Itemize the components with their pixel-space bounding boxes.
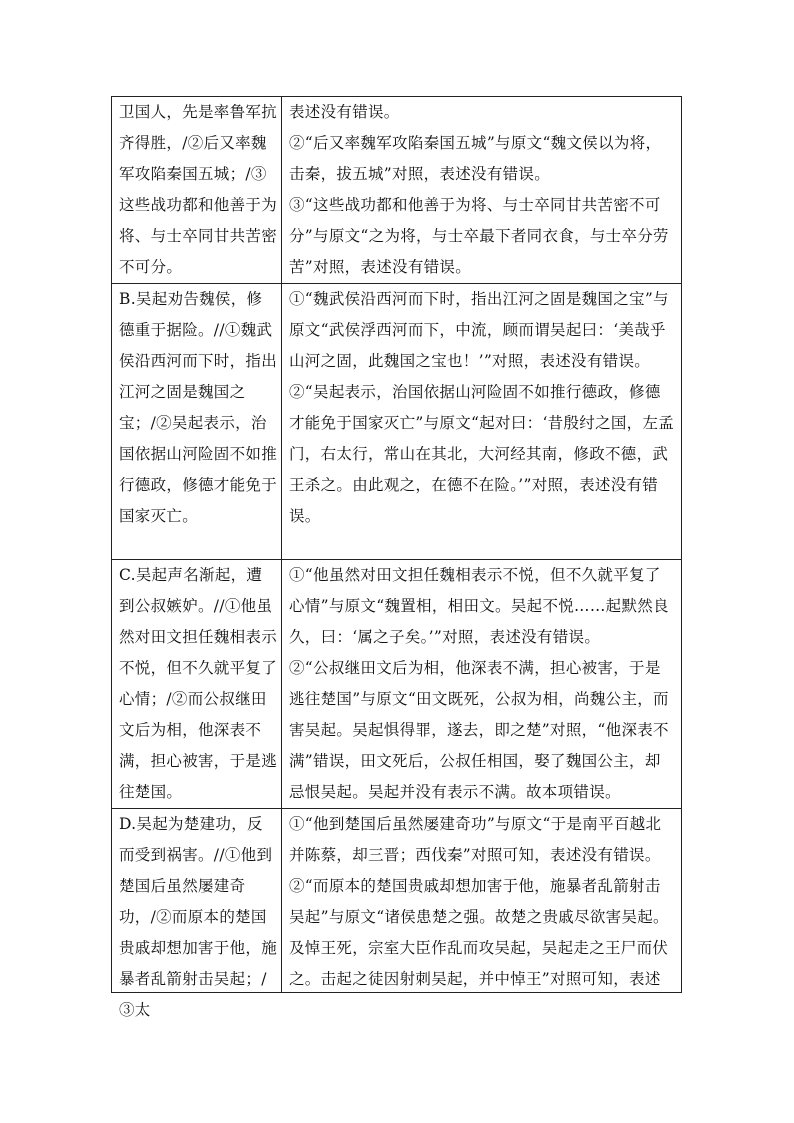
table-row — [112, 97, 682, 284]
option-text: D.吴起为楚建功，反而受到祸害。//①他到楚国后虽然屡建奇功，/②而原本的楚国贵戚却想加害于他，施暴者乱箭射击吴起；/③太 — [119, 815, 278, 1019]
analysis-cell — [282, 97, 682, 284]
analysis-paragraph: ①“他到楚国后虽然屡建奇功”与原文“于是南平百越北并陈蔡，却三晋；西伐秦”对照可知，表述没有错误。 — [289, 815, 662, 864]
analysis-paragraph: ①“魏武侯沿西河而下时，指出江河之固是魏国之宝”与原文“武侯浮西河而下，中流，顾而谓吴起曰：‘美哉乎山河之固，此魏国之宝也！’”对照，表述没有错误。 — [289, 290, 669, 370]
option-text: B.吴起劝告魏侯，修德重于据险。//①魏武侯沿西河而下时，指出江河之固是魏国之宝；/②吴起表示，治国依据山河险固不如推行德政，修德才能免于国家灭亡。 — [119, 290, 278, 525]
table-row — [112, 284, 682, 560]
analysis-paragraph: ③“这些战功都和他善于为将、与士卒同甘共苦密不可分”与原文“之为将，与士卒最下者同衣食，与士卒分劳苦”对照，表述没有错误。 — [289, 196, 669, 276]
analysis-cell — [282, 284, 682, 560]
analysis-table — [111, 96, 682, 1019]
analysis-paragraph: 表述没有错误。 — [289, 103, 400, 121]
analysis-cell — [282, 809, 682, 993]
analysis-cell — [282, 560, 682, 809]
table-row — [112, 809, 682, 993]
analysis-paragraph: ②“吴起表示，治国依据山河险固不如推行德政，修德才能免于国家灭亡”与原文“起对曰：‘昔殷纣之国，左孟门，右太行，常山在其北，大河经其南，修政不德，武王杀之。由此观之，在德不在险。’”对照，表述没有错误。 — [289, 383, 675, 525]
option-text: C.吴起声名渐起，遭到公叔嫉妒。//①他虽然对田文担任魏相表示不悦，但不久就平复了心情；/②而公叔继田文后为相，他深表不满，担心被害，于是逃往楚国。 — [119, 566, 278, 801]
table-row — [112, 560, 682, 809]
analysis-paragraph: ②“后又率魏军攻陷秦国五城”与原文“魏文侯以为将，击秦，拔五城”对照，表述没有错误。 — [289, 134, 662, 183]
option-cell — [112, 560, 282, 809]
option-cell — [112, 97, 282, 284]
analysis-paragraph: ①“他虽然对田文担任魏相表示不悦，但不久就平复了心情”与原文“魏置相，相田文。吴起不悦……起默然良久，曰：‘属之子矣。’”对照，表述没有错误。 — [289, 566, 669, 646]
option-cell — [112, 809, 282, 1019]
analysis-paragraph: ②“公叔继田文后为相，他深表不满，担心被害，于是逃往楚国”与原文“田文既死，公叔为相，尚魏公主，而害吴起。吴起惧得罪，遂去，即之楚”对照，“他深表不满”错误，田文死后，公叔任相国，娶了魏国公主，却忌恨吴起。吴起并没有表示不满。故本项错误。 — [289, 659, 669, 801]
analysis-paragraph: ②“而原本的楚国贵戚却想加害于他，施暴者乱箭射击吴起”与原文“诸侯患楚之强。故楚之贵戚尽欲害吴起。及悼王死，宗室大臣作乱而攻吴起，吴起走之王尸而伏之。击起之徒因射刺吴起，并中悼王”对照可知，表述 — [289, 877, 669, 988]
option-text: 卫国人，先是率鲁军抗齐得胜，/②后又率魏军攻陷秦国五城；/③这些战功都和他善于为将、与士卒同甘共苦密不可分。 — [119, 103, 278, 276]
option-cell — [112, 284, 282, 560]
